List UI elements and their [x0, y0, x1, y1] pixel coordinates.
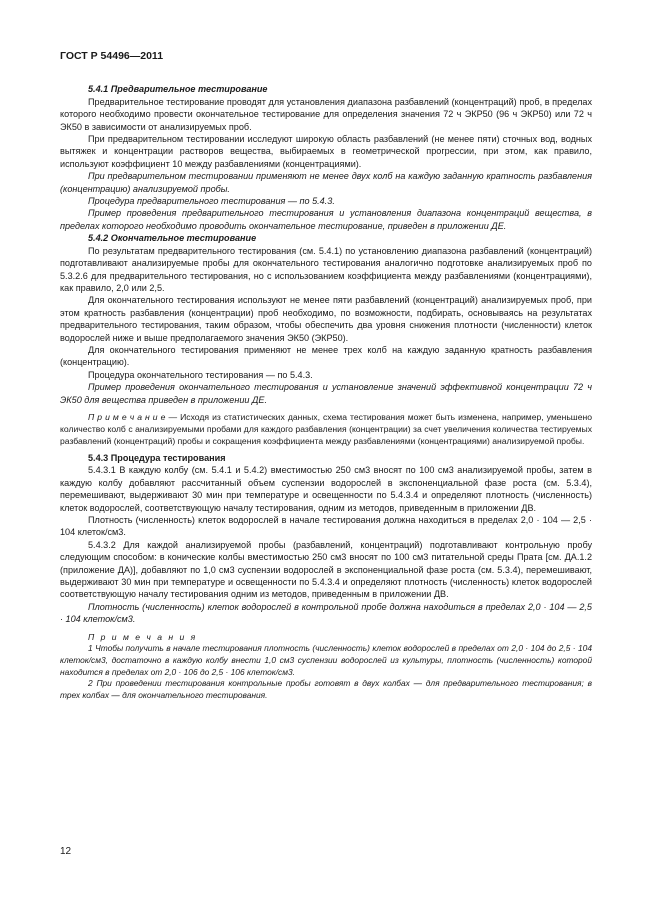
paragraph: Процедура предварительного тестирования — по 5.4.3.: [88, 196, 335, 207]
paragraph: Плотность (численность) клеток водорослей в контрольной пробе должна находиться в пределах 2,0 · 104 — 2,5 · 104 клеток/см3.: [60, 601, 592, 625]
page-number: 12: [60, 846, 72, 857]
section-5-4-3-title: 5.4.3 Процедура тестирования: [88, 452, 226, 463]
paragraph: Пример проведения окончательного тестирования и установление значений эффективной концентрации 72 ч ЭК50 для вещества приведен в приложении ДЕ.: [60, 382, 592, 405]
section-5-4-2-title: 5.4.2 Окончательное тестирование: [88, 233, 257, 244]
note-item: 2 При проведении тестирования контрольные пробы готовят в двух колбах — для предварительного тестирования; в трех колбах — для окончательного тестирования.: [60, 678, 592, 701]
paragraph: Процедура окончательного тестирования — по 5.4.3.: [88, 369, 313, 380]
note-text: — Исходя из статистических данных, схема тестирования может быть изменена, например, уменьшено количество колб с анализируемыми пробами для каждого разбавления (концентрации) за счет увеличения количества тестируемых разбавлений (концентраций) пробы и сокращения коэффициента между разбавлениями (концентрациями) анализируемой пробы.: [60, 411, 592, 446]
paragraph: Предварительное тестирование проводят для установления диапазона разбавлений (концентраций) проб, в пределах которого необходимо провести окончательное тестирование для определения значения 72 ч ЭКР50 (96 ч ЭКР50) или 72 ч ЭК50 в зависимости от анализируемых проб.: [60, 96, 592, 132]
note-item: 1 Чтобы получить в начале тестирования плотность (численность) клеток водорослей в пределах от 2,0 · 104 до 2,5 · 104 клеток/см3, достаточно в каждую колбу внести 1,0 см3 суспензии водорослей из культуры, плотность (численность) которой находится в пределах от 2,0 · 106 до 2,5 · 106 клеток/см3.: [60, 643, 592, 677]
standard-header: ГОСТ Р 54496—2011: [60, 50, 164, 62]
note: [60, 411, 592, 447]
paragraph: При предварительном тестировании применяют не менее двух колб на каждую заданную кратность разбавления (концентрацию) анализируемой пробы.: [60, 171, 592, 194]
notes-list: [60, 643, 592, 702]
paragraph: Пример проведения предварительного тестирования и установления диапазона концентраций вещества, в пределах которого необходимо проводить окончательное тестирование, приведен в приложении ДЕ.: [60, 208, 592, 231]
paragraph: При предварительном тестировании исследуют широкую область разбавлений (не менее пяти) сточных вод, водных вытяжек и концентрации растворов вещества, выбираемых в геометрической прогрессии, при этом, как правило, используют коэффициент 10 между разбавлениями (концентрациями).: [60, 134, 592, 169]
paragraph: Плотность (численность) клеток водорослей в начале тестирования должна находиться в пределах 2,0 · 104 — 2,5 · 104 клеток/см3.: [60, 515, 592, 538]
paragraph: 5.4.3.1 В каждую колбу (см. 5.4.1 и 5.4.2) вместимостью 250 см3 вносят по 100 см3 анализируемой пробы, затем в каждую колбу добавляют рассчитанный объем суспензии водорослей в экспоненциальной фазе роста (см. 5.3.4), перемешивают, выдерживают 30 мин при температуре и освещенности по 5.4.3.4 и определяют плотность (численность) клеток водорослей, соответствующую началу тестирования, одним из методов, приведенным в приложении ДВ.: [60, 465, 592, 513]
paragraph: По результатам предварительного тестирования (см. 5.4.1) по установлению диапазона разбавлений (концентраций) подготавливают анализируемые пробы для окончательного тестирования аналогично подготовке анализируемых проб по 5.3.2.6 для предварительного тестирования, но с использованием коэффициента между разбавлениями (концентрациями), как правило, 2,0 или 2,5.: [60, 245, 592, 293]
paragraph: 5.4.3.2 Для каждой анализируемой пробы (разбавлений, концентраций) подготавливают контрольную пробу следующим способом: в конические колбы вместимостью 250 см3 вносят по 100 см3 питательной среды Прата [см. ДА.1.2 (приложение ДА)], добавляют по 1,0 см3 суспензии водорослей в экспоненциальной фазе роста (см. 5.3.4), перемешивают, выдерживают 30 мин при температуре и освещенности по 5.4.3.4 и определяют плотность (численность) клеток водорослей соответствующую началу тестирования одним из методов, приведенным в приложении ДВ.: [60, 539, 592, 600]
section-5-4-1-title: 5.4.1 Предварительное тестирование: [88, 84, 268, 95]
notes-label: П р и м е ч а н и я: [88, 631, 198, 642]
paragraph: Для окончательного тестирования используют не менее пяти разбавлений (концентраций) анализируемых проб, при этом кратность разбавления (концентрации) проб необходимо, по возможности, подбирать, основываясь на результатах предварительного тестирования, таким образом, чтобы обеспечить два уровня снижения плотности (численности) клеток водорослей ниже и выше предполагаемого значения ЭК50 (ЭКР50).: [60, 295, 592, 343]
note-label: П р и м е ч а н и е: [88, 411, 166, 422]
document-page: [60, 50, 592, 702]
paragraph: Для окончательного тестирования применяют не менее трех колб на каждую заданную кратность разбавления (концентрацию).: [60, 344, 592, 368]
